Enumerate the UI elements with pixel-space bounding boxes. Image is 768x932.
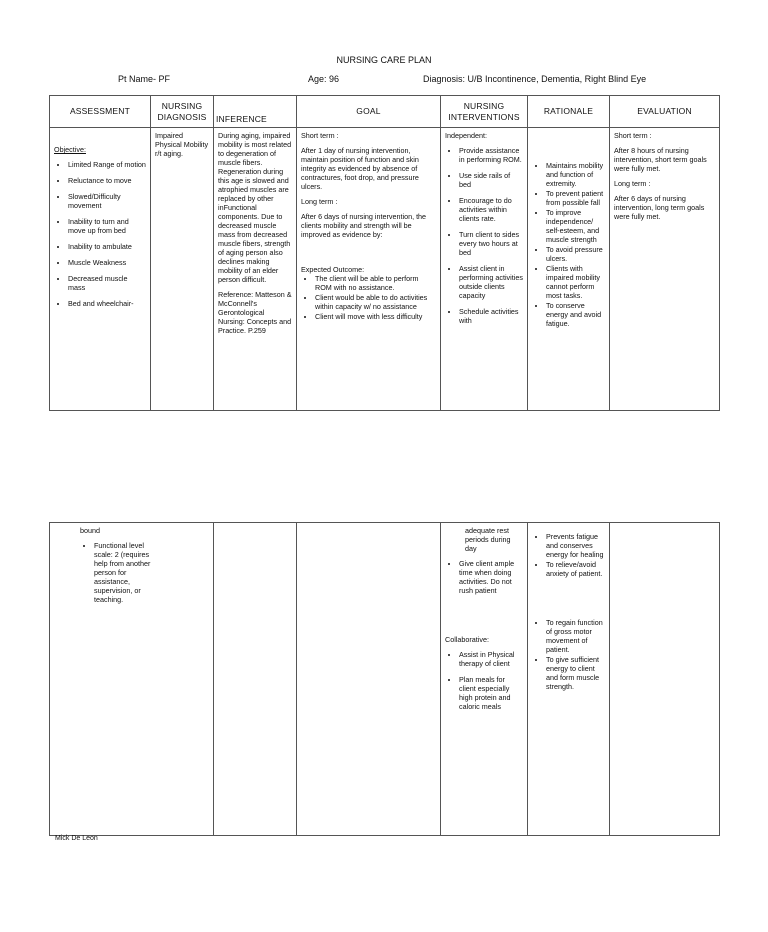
header-nursing-diagnosis: NURSING DIAGNOSIS xyxy=(151,96,214,128)
inference-cell-continued xyxy=(214,523,297,836)
inference-text: During aging, impaired mobility is most related to degeneration of muscle fibers. Regeneration during this age is slowed and atrophied muscles are replaced by other inFunctional components. Due to decreased muscle mass from decreased muscle fibers, strength of aging person also declines making mobility of an elder person difficult. xyxy=(218,131,292,284)
goal-long-label: Long term : xyxy=(301,197,338,206)
list-item: • Assist in Physical therapy of client xyxy=(459,650,523,668)
assessment-cell-continued xyxy=(50,523,214,836)
interventions-cell xyxy=(441,128,528,411)
plan-row xyxy=(50,128,720,411)
assessment-heading: Objective: xyxy=(54,145,86,154)
rationale-cell xyxy=(528,128,610,411)
interventions-cell-continued xyxy=(441,523,528,836)
list-item: • Provide assistance in performing ROM. xyxy=(459,146,523,164)
patient-name: Pt Name- PF xyxy=(118,74,171,84)
goal-long-text: After 6 days of nursing intervention, the clients mobility and strength will be improved as evidence by: xyxy=(301,212,427,239)
list-item: • Maintains mobility and function of extremity. xyxy=(546,161,605,188)
list-item: • Turn client to sides every two hours at bed xyxy=(459,230,523,257)
list-item: • Give client ample time when doing activities. Do not rush patient xyxy=(459,559,523,595)
evaluation-short-label: Short term : xyxy=(614,131,652,140)
rationale-cell-continued xyxy=(528,523,610,836)
inference-cell xyxy=(214,128,297,411)
goal-outcome-label: Expected Outcome: xyxy=(301,265,365,274)
goal-cell-continued xyxy=(297,523,441,836)
patient-diagnosis: Diagnosis: U/B Incontinence, Dementia, Right Blind Eye xyxy=(423,74,647,84)
interventions-cont: adequate rest periods during day xyxy=(465,526,511,553)
goal-short-text: After 1 day of nursing intervention, maintain position of function and skin integrity as evidenced by absence of contractures, foot drop, and pressure ulcers. xyxy=(301,146,419,191)
list-item: • Use side rails of bed xyxy=(459,171,523,189)
list-item: • Limited Range of motion xyxy=(68,160,146,169)
header-inference: INFERENCE xyxy=(214,96,297,128)
list-item: • Inability to ambulate xyxy=(68,242,146,251)
list-item: • Bed and wheelchair- xyxy=(68,299,146,308)
list-item: • The client will be able to perform ROM with no assistance. xyxy=(315,274,436,292)
list-item: • Slowed/Difficulty movement xyxy=(68,192,146,210)
care-plan-table xyxy=(49,95,720,411)
assessment-cont: bound xyxy=(80,526,100,535)
list-item: • Reluctance to move xyxy=(68,176,146,185)
assessment-cell xyxy=(50,128,151,411)
header-evaluation: EVALUATION xyxy=(610,96,720,128)
evaluation-long-text: After 6 days of nursing intervention, long term goals were fully met. xyxy=(614,194,705,221)
list-item: • Schedule activities with xyxy=(459,307,523,325)
list-item: • Prevents fatigue and conserves energy for healing xyxy=(546,532,605,559)
header-goal: GOAL xyxy=(297,96,441,128)
list-item: • To avoid pressure ulcers. xyxy=(546,245,605,263)
header-rationale: RATIONALE xyxy=(528,96,610,128)
care-plan-table-continued xyxy=(49,522,720,836)
diagnosis-text: Impaired Physical Mobility r/t aging. xyxy=(155,131,209,158)
list-item: • Decreased muscle mass xyxy=(68,274,146,292)
list-item: • To regain function of gross motor movement of patient. xyxy=(546,618,605,654)
list-item: • Encourage to do activities within clients rate. xyxy=(459,196,523,223)
list-item: • Plan meals for client especially high protein and caloric meals xyxy=(459,675,523,711)
evaluation-long-label: Long term : xyxy=(614,179,651,188)
list-item: • Client will move with less difficulty xyxy=(315,312,436,321)
evaluation-short-text: After 8 hours of nursing intervention, short term goals were fully met. xyxy=(614,146,707,173)
header-assessment: ASSESSMENT xyxy=(50,96,151,128)
list-item: • Clients with impaired mobility cannot perform most tasks. xyxy=(546,264,605,300)
interventions-heading: Independent: xyxy=(445,131,487,140)
header-row xyxy=(50,96,720,128)
inference-reference: Reference: Matteson & McConnell's Gerontological Nursing: Concepts and Practice. P.259 xyxy=(218,290,292,335)
evaluation-cell xyxy=(610,128,720,411)
goal-short-label: Short term : xyxy=(301,131,339,140)
goal-cell xyxy=(297,128,441,411)
list-item: • To improve independence/ self-esteem, and muscle strength xyxy=(546,208,605,244)
diagnosis-cell xyxy=(151,128,214,411)
page-title: NURSING CARE PLAN xyxy=(336,55,432,65)
author-footer: Mick De Leon xyxy=(55,835,98,842)
list-item: • Assist client in performing activities outside clients capacity xyxy=(459,264,523,300)
plan-row-continued xyxy=(50,523,720,836)
list-item: • Functional level scale: 2 (requires help from another person for assistance, supervision, or teaching. xyxy=(94,541,154,604)
list-item: • Inability to turn and move up from bed xyxy=(68,217,146,235)
evaluation-cell-continued xyxy=(610,523,720,836)
list-item: • Client would be able to do activities within capacity w/ no assistance xyxy=(315,293,436,311)
header-interventions: NURSING INTERVENTIONS xyxy=(441,96,528,128)
collaborative-heading: Collaborative: xyxy=(445,635,489,644)
list-item: • To prevent patient from possible fall xyxy=(546,189,605,207)
list-item: • Muscle Weakness xyxy=(68,258,146,267)
list-item: • To give sufficient energy to client and form muscle strength. xyxy=(546,655,605,691)
list-item: • To relieve/avoid anxiety of patient. xyxy=(546,560,605,578)
patient-age: Age: 96 xyxy=(308,74,340,84)
list-item: • To conserve energy and avoid fatigue. xyxy=(546,301,605,328)
